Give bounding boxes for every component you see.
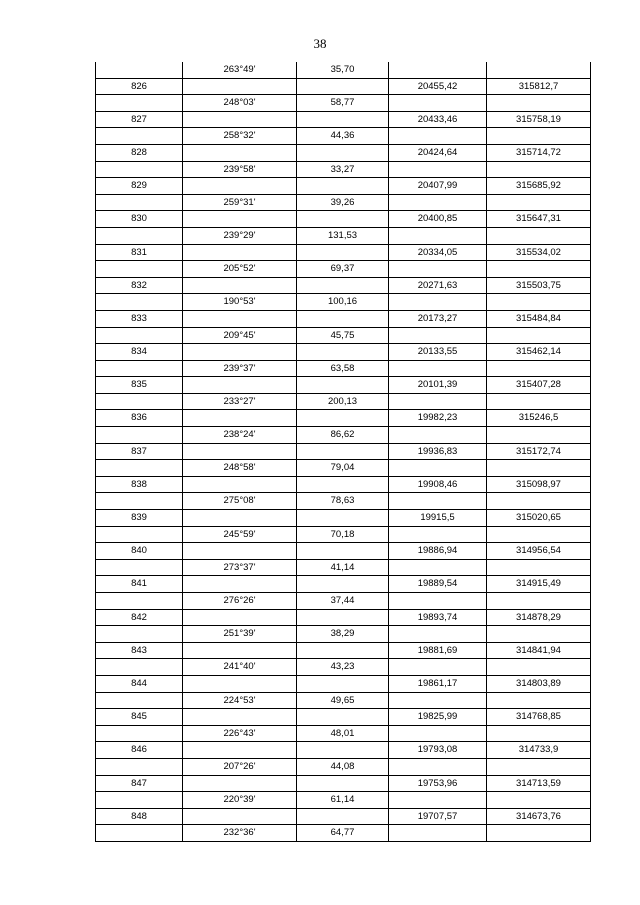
x-cell <box>389 792 487 809</box>
angle-cell <box>183 410 297 427</box>
x-cell: 19881,69 <box>389 642 487 659</box>
y-cell: 315503,75 <box>487 277 591 294</box>
point-cell: 827 <box>96 111 183 128</box>
angle-cell: 251°39' <box>183 626 297 643</box>
distance-cell: 37,44 <box>297 593 389 610</box>
point-row <box>96 178 591 195</box>
distance-cell <box>297 310 389 327</box>
point-row <box>96 410 591 427</box>
y-cell: 314768,85 <box>487 709 591 726</box>
y-cell: 315020,65 <box>487 510 591 527</box>
x-cell: 19908,46 <box>389 476 487 493</box>
point-row <box>96 277 591 294</box>
distance-cell <box>297 675 389 692</box>
x-cell <box>389 227 487 244</box>
x-cell <box>389 460 487 477</box>
point-row <box>96 709 591 726</box>
point-cell: 833 <box>96 310 183 327</box>
point-cell: 830 <box>96 211 183 228</box>
point-cell <box>96 692 183 709</box>
point-row <box>96 675 591 692</box>
distance-cell <box>297 277 389 294</box>
distance-cell <box>297 178 389 195</box>
x-cell: 19861,17 <box>389 675 487 692</box>
point-row <box>96 111 591 128</box>
point-cell <box>96 626 183 643</box>
y-cell: 314956,54 <box>487 543 591 560</box>
segment-row <box>96 593 591 610</box>
x-cell: 20433,46 <box>389 111 487 128</box>
segment-row <box>96 128 591 145</box>
x-cell <box>389 626 487 643</box>
x-cell <box>389 194 487 211</box>
y-cell: 315098,97 <box>487 476 591 493</box>
point-cell <box>96 227 183 244</box>
distance-cell <box>297 775 389 792</box>
x-cell <box>389 758 487 775</box>
y-cell: 314673,76 <box>487 808 591 825</box>
x-cell <box>389 493 487 510</box>
segment-row <box>96 261 591 278</box>
y-cell: 315685,92 <box>487 178 591 195</box>
distance-cell: 86,62 <box>297 427 389 444</box>
x-cell <box>389 427 487 444</box>
angle-cell: 248°58' <box>183 460 297 477</box>
point-cell <box>96 327 183 344</box>
distance-cell: 49,65 <box>297 692 389 709</box>
angle-cell <box>183 576 297 593</box>
x-cell: 20424,64 <box>389 144 487 161</box>
point-row <box>96 211 591 228</box>
x-cell: 19793,08 <box>389 742 487 759</box>
point-row <box>96 775 591 792</box>
y-cell <box>487 792 591 809</box>
distance-cell <box>297 609 389 626</box>
angle-cell <box>183 111 297 128</box>
angle-cell: 258°32' <box>183 128 297 145</box>
angle-cell: 241°40' <box>183 659 297 676</box>
angle-cell <box>183 543 297 560</box>
angle-cell: 239°29' <box>183 227 297 244</box>
y-cell: 315714,72 <box>487 144 591 161</box>
angle-cell: 273°37' <box>183 559 297 576</box>
angle-cell <box>183 675 297 692</box>
angle-cell <box>183 609 297 626</box>
y-cell: 314878,29 <box>487 609 591 626</box>
y-cell: 314803,89 <box>487 675 591 692</box>
distance-cell: 35,70 <box>297 62 389 78</box>
distance-cell: 63,58 <box>297 360 389 377</box>
segment-row <box>96 692 591 709</box>
point-row <box>96 742 591 759</box>
point-cell <box>96 393 183 410</box>
distance-cell: 44,08 <box>297 758 389 775</box>
point-row <box>96 377 591 394</box>
x-cell <box>389 526 487 543</box>
y-cell <box>487 128 591 145</box>
angle-cell <box>183 310 297 327</box>
point-cell: 832 <box>96 277 183 294</box>
x-cell: 19825,99 <box>389 709 487 726</box>
point-cell: 841 <box>96 576 183 593</box>
segment-row <box>96 227 591 244</box>
x-cell <box>389 360 487 377</box>
point-row <box>96 609 591 626</box>
segment-row <box>96 327 591 344</box>
x-cell <box>389 559 487 576</box>
distance-cell: 69,37 <box>297 261 389 278</box>
distance-cell: 79,04 <box>297 460 389 477</box>
y-cell <box>487 758 591 775</box>
angle-cell <box>183 78 297 95</box>
x-cell: 19893,74 <box>389 609 487 626</box>
point-cell: 837 <box>96 443 183 460</box>
distance-cell <box>297 543 389 560</box>
angle-cell: 209°45' <box>183 327 297 344</box>
distance-cell: 131,53 <box>297 227 389 244</box>
y-cell <box>487 526 591 543</box>
y-cell <box>487 427 591 444</box>
segment-row <box>96 758 591 775</box>
point-cell <box>96 725 183 742</box>
y-cell <box>487 659 591 676</box>
point-cell: 828 <box>96 144 183 161</box>
point-cell <box>96 792 183 809</box>
y-cell <box>487 360 591 377</box>
distance-cell <box>297 510 389 527</box>
point-cell: 826 <box>96 78 183 95</box>
angle-cell <box>183 277 297 294</box>
angle-cell <box>183 344 297 361</box>
angle-cell: 263°49' <box>183 62 297 78</box>
y-cell: 315246,5 <box>487 410 591 427</box>
distance-cell <box>297 476 389 493</box>
segment-row <box>96 393 591 410</box>
x-cell: 20271,63 <box>389 277 487 294</box>
segment-row <box>96 294 591 311</box>
distance-cell <box>297 244 389 261</box>
x-cell <box>389 128 487 145</box>
y-cell <box>487 62 591 78</box>
point-cell <box>96 294 183 311</box>
x-cell: 19982,23 <box>389 410 487 427</box>
coordinates-table-body <box>96 62 591 841</box>
distance-cell <box>297 410 389 427</box>
distance-cell <box>297 808 389 825</box>
y-cell <box>487 294 591 311</box>
distance-cell: 39,26 <box>297 194 389 211</box>
segment-row <box>96 62 591 78</box>
distance-cell: 78,63 <box>297 493 389 510</box>
distance-cell: 33,27 <box>297 161 389 178</box>
y-cell <box>487 559 591 576</box>
x-cell <box>389 62 487 78</box>
point-row <box>96 443 591 460</box>
y-cell: 314841,94 <box>487 642 591 659</box>
angle-cell: 275°08' <box>183 493 297 510</box>
point-row <box>96 78 591 95</box>
angle-cell: 245°59' <box>183 526 297 543</box>
y-cell <box>487 161 591 178</box>
x-cell <box>389 593 487 610</box>
x-cell <box>389 294 487 311</box>
point-cell: 838 <box>96 476 183 493</box>
y-cell <box>487 460 591 477</box>
x-cell: 19936,83 <box>389 443 487 460</box>
distance-cell: 70,18 <box>297 526 389 543</box>
distance-cell <box>297 576 389 593</box>
y-cell: 315407,28 <box>487 377 591 394</box>
distance-cell <box>297 144 389 161</box>
point-cell <box>96 659 183 676</box>
x-cell <box>389 95 487 112</box>
y-cell <box>487 493 591 510</box>
distance-cell <box>297 211 389 228</box>
point-cell <box>96 460 183 477</box>
x-cell: 20407,99 <box>389 178 487 195</box>
angle-cell: 233°27' <box>183 393 297 410</box>
x-cell: 20334,05 <box>389 244 487 261</box>
point-cell: 847 <box>96 775 183 792</box>
y-cell <box>487 393 591 410</box>
x-cell <box>389 327 487 344</box>
point-cell: 839 <box>96 510 183 527</box>
y-cell <box>487 227 591 244</box>
segment-row <box>96 95 591 112</box>
x-cell: 20101,39 <box>389 377 487 394</box>
x-cell <box>389 161 487 178</box>
x-cell: 19753,96 <box>389 775 487 792</box>
x-cell <box>389 659 487 676</box>
distance-cell <box>297 443 389 460</box>
segment-row <box>96 493 591 510</box>
angle-cell <box>183 510 297 527</box>
distance-cell <box>297 344 389 361</box>
segment-row <box>96 725 591 742</box>
y-cell <box>487 593 591 610</box>
y-cell: 314713,59 <box>487 775 591 792</box>
distance-cell: 58,77 <box>297 95 389 112</box>
segment-row <box>96 825 591 842</box>
angle-cell <box>183 244 297 261</box>
distance-cell: 44,36 <box>297 128 389 145</box>
point-cell <box>96 62 183 78</box>
x-cell: 19889,54 <box>389 576 487 593</box>
y-cell <box>487 626 591 643</box>
point-row <box>96 543 591 560</box>
distance-cell: 48,01 <box>297 725 389 742</box>
y-cell: 314915,49 <box>487 576 591 593</box>
distance-cell <box>297 377 389 394</box>
distance-cell: 38,29 <box>297 626 389 643</box>
point-row <box>96 344 591 361</box>
distance-cell <box>297 78 389 95</box>
segment-row <box>96 460 591 477</box>
point-cell: 829 <box>96 178 183 195</box>
segment-row <box>96 161 591 178</box>
point-row <box>96 576 591 593</box>
x-cell: 20455,42 <box>389 78 487 95</box>
x-cell: 20400,85 <box>389 211 487 228</box>
x-cell <box>389 393 487 410</box>
y-cell: 315647,31 <box>487 211 591 228</box>
point-cell <box>96 194 183 211</box>
point-cell: 846 <box>96 742 183 759</box>
point-cell <box>96 825 183 842</box>
distance-cell <box>297 709 389 726</box>
angle-cell <box>183 377 297 394</box>
angle-cell: 259°31' <box>183 194 297 211</box>
y-cell <box>487 95 591 112</box>
angle-cell <box>183 709 297 726</box>
point-cell <box>96 128 183 145</box>
point-cell: 840 <box>96 543 183 560</box>
point-row <box>96 642 591 659</box>
angle-cell: 224°53' <box>183 692 297 709</box>
distance-cell: 43,23 <box>297 659 389 676</box>
x-cell <box>389 725 487 742</box>
coordinates-table <box>95 62 591 842</box>
point-cell <box>96 526 183 543</box>
angle-cell <box>183 476 297 493</box>
x-cell: 20173,27 <box>389 310 487 327</box>
point-cell <box>96 95 183 112</box>
angle-cell: 190°53' <box>183 294 297 311</box>
distance-cell: 200,13 <box>297 393 389 410</box>
point-row <box>96 476 591 493</box>
angle-cell <box>183 642 297 659</box>
angle-cell <box>183 443 297 460</box>
distance-cell <box>297 111 389 128</box>
angle-cell <box>183 178 297 195</box>
angle-cell: 248°03' <box>183 95 297 112</box>
point-cell <box>96 360 183 377</box>
x-cell: 19886,94 <box>389 543 487 560</box>
distance-cell: 100,16 <box>297 294 389 311</box>
point-cell <box>96 758 183 775</box>
angle-cell: 238°24' <box>183 427 297 444</box>
point-cell <box>96 593 183 610</box>
distance-cell: 61,14 <box>297 792 389 809</box>
point-cell: 835 <box>96 377 183 394</box>
y-cell: 315172,74 <box>487 443 591 460</box>
point-row <box>96 144 591 161</box>
y-cell <box>487 327 591 344</box>
distance-cell: 41,14 <box>297 559 389 576</box>
point-row <box>96 310 591 327</box>
point-cell <box>96 559 183 576</box>
y-cell: 314733,9 <box>487 742 591 759</box>
y-cell <box>487 692 591 709</box>
angle-cell: 207°26' <box>183 758 297 775</box>
y-cell: 315812,7 <box>487 78 591 95</box>
y-cell <box>487 725 591 742</box>
x-cell: 19707,57 <box>389 808 487 825</box>
angle-cell <box>183 742 297 759</box>
angle-cell <box>183 211 297 228</box>
segment-row <box>96 194 591 211</box>
point-cell: 834 <box>96 344 183 361</box>
y-cell <box>487 261 591 278</box>
point-row <box>96 244 591 261</box>
point-cell <box>96 427 183 444</box>
distance-cell <box>297 742 389 759</box>
angle-cell: 239°37' <box>183 360 297 377</box>
x-cell: 20133,55 <box>389 344 487 361</box>
distance-cell <box>297 642 389 659</box>
point-cell: 842 <box>96 609 183 626</box>
distance-cell: 45,75 <box>297 327 389 344</box>
segment-row <box>96 427 591 444</box>
point-cell: 831 <box>96 244 183 261</box>
point-row <box>96 808 591 825</box>
x-cell <box>389 692 487 709</box>
point-cell <box>96 161 183 178</box>
y-cell: 315484,84 <box>487 310 591 327</box>
angle-cell <box>183 808 297 825</box>
segment-row <box>96 559 591 576</box>
angle-cell: 226°43' <box>183 725 297 742</box>
angle-cell <box>183 775 297 792</box>
segment-row <box>96 659 591 676</box>
x-cell: 19915,5 <box>389 510 487 527</box>
angle-cell: 232°36' <box>183 825 297 842</box>
point-cell: 845 <box>96 709 183 726</box>
x-cell <box>389 825 487 842</box>
point-cell: 836 <box>96 410 183 427</box>
y-cell <box>487 194 591 211</box>
segment-row <box>96 626 591 643</box>
y-cell: 315758,19 <box>487 111 591 128</box>
y-cell: 315462,14 <box>487 344 591 361</box>
point-cell: 848 <box>96 808 183 825</box>
segment-row <box>96 360 591 377</box>
point-cell: 843 <box>96 642 183 659</box>
y-cell: 315534,02 <box>487 244 591 261</box>
segment-row <box>96 792 591 809</box>
angle-cell: 239°58' <box>183 161 297 178</box>
angle-cell <box>183 144 297 161</box>
y-cell <box>487 825 591 842</box>
segment-row <box>96 526 591 543</box>
page-number: 38 <box>313 36 327 51</box>
angle-cell: 205°52' <box>183 261 297 278</box>
distance-cell: 64,77 <box>297 825 389 842</box>
angle-cell: 276°26' <box>183 593 297 610</box>
point-cell <box>96 261 183 278</box>
point-cell <box>96 493 183 510</box>
x-cell <box>389 261 487 278</box>
point-row <box>96 510 591 527</box>
point-cell: 844 <box>96 675 183 692</box>
angle-cell: 220°39' <box>183 792 297 809</box>
